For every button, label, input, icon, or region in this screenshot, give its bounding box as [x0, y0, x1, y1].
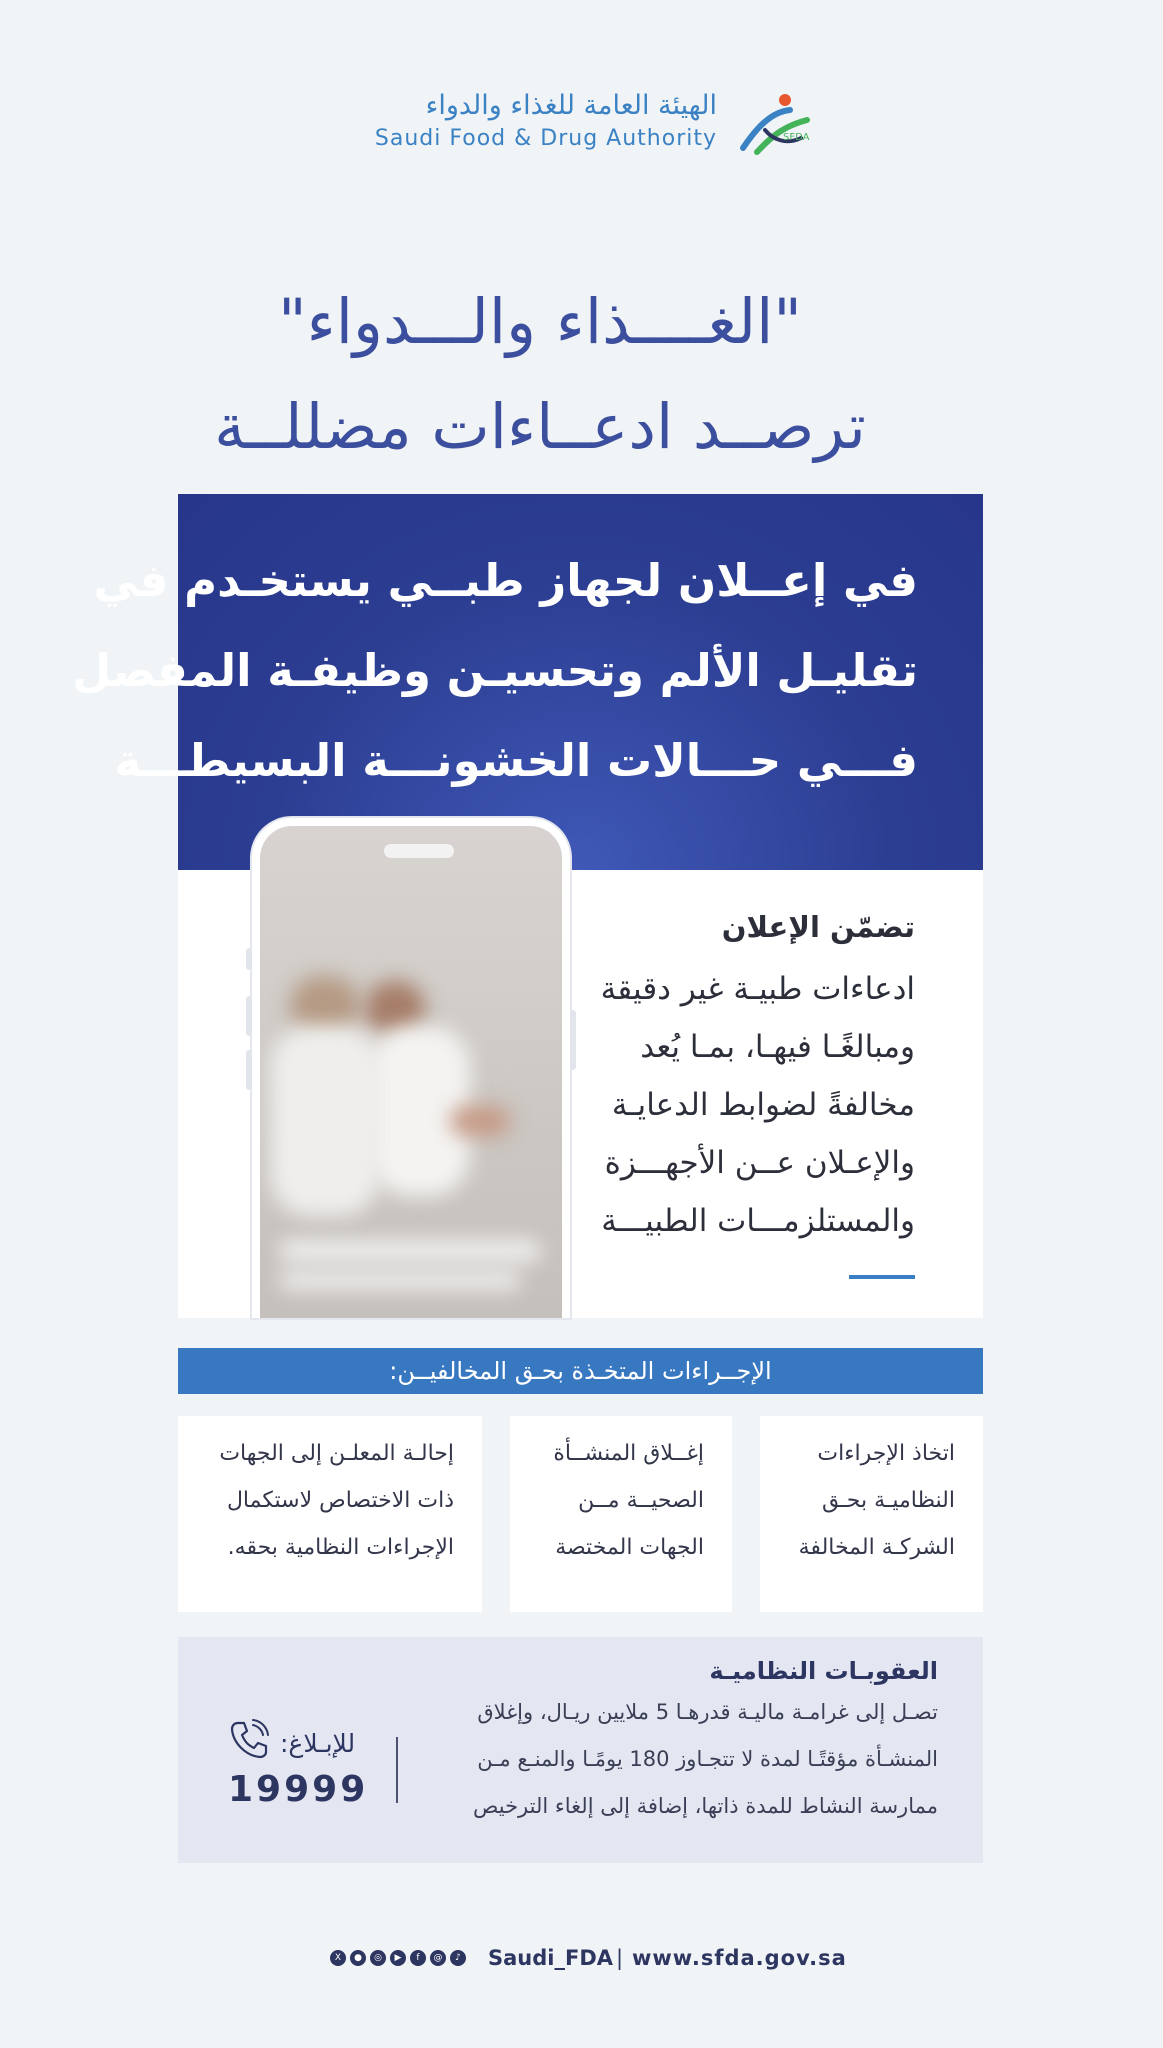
footer	[330, 1946, 850, 1976]
facebook-icon[interactable]: f	[410, 1950, 426, 1966]
report-label: للإبـلاغ:	[280, 1729, 356, 1758]
action-line: اتخاذ الإجراءات	[817, 1441, 955, 1466]
page-title-line-1: "الغــــذاء والـــدواء"	[278, 285, 802, 358]
blurred-video-thumbnail	[260, 826, 562, 1318]
action-card-closure	[510, 1416, 732, 1612]
phone-side-button	[570, 1010, 576, 1070]
social-icons	[330, 1950, 466, 1966]
action-card-referral	[178, 1416, 482, 1612]
youtube-icon[interactable]: ▶	[390, 1950, 406, 1966]
action-line: الشركـة المخالفة	[798, 1535, 955, 1560]
website-link[interactable]: www.sfda.gov.sa	[632, 1946, 847, 1970]
penalties-box	[178, 1637, 983, 1863]
headline-banner	[72, 494, 983, 870]
ad-description-heading: تضمّن الإعلان	[721, 910, 915, 944]
phone-side-button	[246, 996, 252, 1036]
penalties-line: ممارسة النشاط للمدة ذاتها، إضافة إلى إلغاء الترخيص	[473, 1794, 938, 1818]
page-title-line-2: ترصــد ادعــاءات مضللــة	[214, 390, 866, 463]
ad-description-line: ادعاءات طبيـة غير دقيقة	[600, 971, 915, 1007]
banner-line: تقليـل الألم وتحسيـن وظيفـة المفصل	[72, 644, 918, 697]
threads-icon[interactable]: @	[430, 1950, 446, 1966]
x-icon[interactable]: X	[330, 1950, 346, 1966]
tiktok-icon[interactable]: ♪	[450, 1950, 466, 1966]
penalties-line: تصـل إلى غرامـة ماليـة قدرهـا 5 ملايين ريـال، وإغلاق	[477, 1700, 938, 1724]
action-line: النظاميـة بحـق	[822, 1488, 955, 1513]
penalties-text	[418, 1657, 938, 1830]
banner-line: في إعــلان لجهاز طبــي يستخـدم في	[93, 554, 918, 607]
accent-underline	[849, 1275, 915, 1279]
sfda-logo	[355, 90, 815, 160]
actions-title-bar: الإجــراءات المتخـذة بحـق المخالفيــن:	[178, 1348, 983, 1394]
phone-side-button	[246, 1050, 252, 1090]
action-line: إحالـة المعلـن إلى الجهات	[219, 1441, 454, 1466]
snapchat-icon[interactable]: ●	[350, 1950, 366, 1966]
phone-side-button	[246, 948, 252, 970]
penalties-heading: العقوبـات النظاميـة	[709, 1657, 938, 1685]
social-handle[interactable]: Saudi_FDA	[488, 1946, 614, 1970]
action-line: ذات الاختصاص لاستكمال	[226, 1488, 454, 1513]
ad-description-line: ومبالغًـا فيهـا، بمـا يُعد	[640, 1029, 915, 1065]
penalties-line: المنشـأة مؤقتًـا لمدة لا تتجـاوز 180 يومًـا والمنـع مـن	[477, 1747, 938, 1771]
footer-separator: |	[616, 1946, 624, 1970]
penalties-divider	[396, 1737, 398, 1803]
ad-description-line: والمستلزمـــات الطبيـــة	[601, 1203, 915, 1239]
ad-description-line: مخالفةً لضوابط الدعايـة	[611, 1087, 915, 1123]
action-line: الإجراءات النظامية بحقه.	[227, 1535, 454, 1560]
ad-description-text	[585, 910, 915, 1250]
banner-line: فـــي حـــالات الخشونـــة البسيطـــة	[114, 734, 918, 787]
logo-english-text: Saudi Food & Drug Authority	[374, 126, 717, 151]
phone-icon	[226, 1717, 272, 1763]
phone-mockup	[252, 818, 570, 1318]
action-line: الصحيــة مــن	[578, 1488, 704, 1513]
phone-notch	[384, 844, 454, 858]
banner-text	[72, 536, 918, 806]
ad-description-line: والإعـلان عــن الأجهـــزة	[604, 1145, 915, 1181]
svg-text:SFDA: SFDA	[783, 132, 810, 143]
action-line: الجهات المختصة	[555, 1535, 704, 1560]
instagram-icon[interactable]: ◎	[370, 1950, 386, 1966]
sfda-logo-icon	[735, 90, 815, 160]
action-card-legal	[760, 1416, 983, 1612]
action-line: إغــلاق المنشــأة	[553, 1441, 704, 1466]
report-phone-number[interactable]: 19999	[228, 1769, 369, 1810]
logo-arabic-text: الهيئة العامة للغذاء والدواء	[425, 90, 717, 121]
